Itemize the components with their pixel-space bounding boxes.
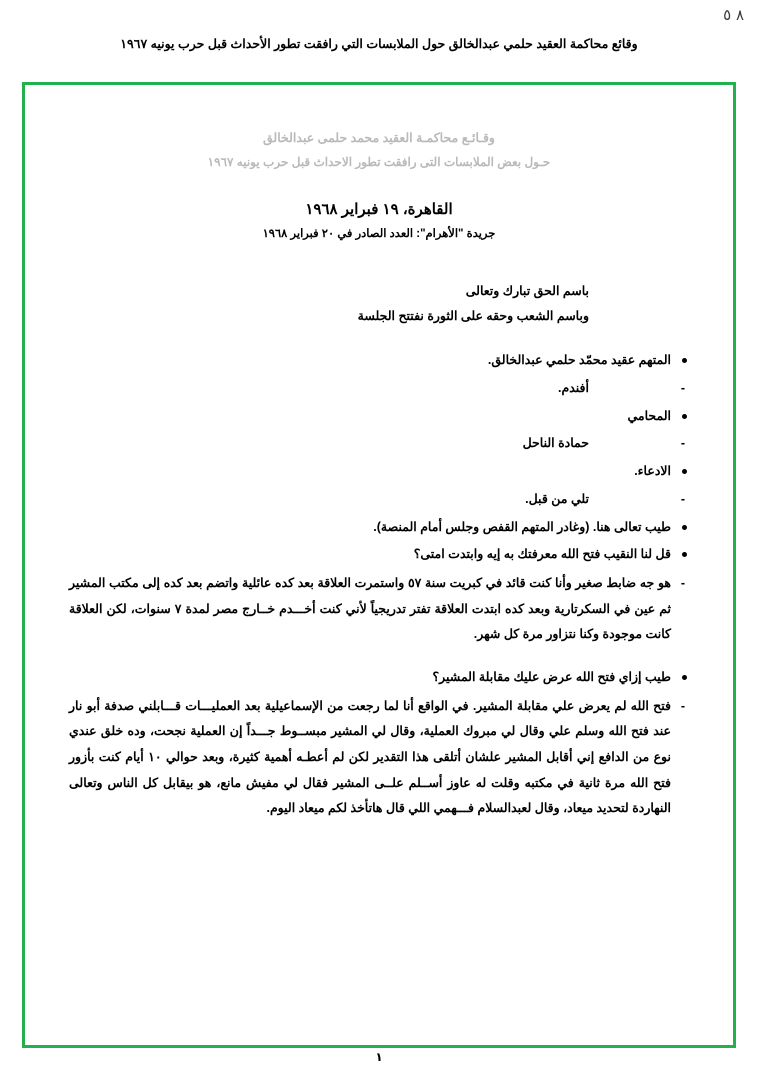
list-item: طيب إزاي فتح الله عرض عليك مقابلة المشير؟ [69, 666, 689, 690]
list-item: المحامي [69, 405, 689, 429]
transcript-list [69, 349, 689, 567]
transcript-list-2 [69, 666, 689, 690]
list-item: طيب تعالى هنا. (وغادر المتهم القفص وجلس أمام المنصة). [69, 516, 689, 540]
opening-line-2: وباسم الشعب وحقه على الثورة نفتتح الجلسة [357, 309, 589, 324]
source-reference: جريدة "الأهرام": العدد الصادر في ٢٠ فبراير ١٩٦٨ [262, 227, 496, 240]
list-item: المتهم عقيد محمّد حلمي عبدالخالق. [69, 349, 689, 373]
answer-paragraph-1: - هو جه ضابط صغير وأنا كنت قائد في كبريت سنة ٥٧ واستمرت العلاقة بعد كده عائلية واتضم بعد كده إلى مكتب المشير ثم عين في السكرتارية وبعد كده ابتدت العلاقة تفتر تدريجياً لأني كنت أخـــدم خــارج مصر لمدة ٧ سنوات، لكن العلاقة كانت موجودة وكنا نتزاور مرة كل شهر. [69, 571, 689, 648]
answer-paragraph-2: - فتح الله لم يعرض علي مقابلة المشير. في الواقع أنا لما رجعت من الإسماعيلية بعد العمليـــات قـــابلني صدفة أبو نار عند فتح الله وسلم علي وقال لي مبروك العملية، وقال لي المشير مبســوط جـــداً إن العملية نجحت، وده خلق عندي نوع من الدافع إني أقابل المشير علشان أتلقى هذا التقدير لكن لم أعطـه أهمية كثيرة، وبعد حوالي ١٠ أيام كنت بأزور فتح الله مرة ثانية في مكتبه وقلت له عاوز أســلم علــى المشير فقال لي مفيش مانع، هو بيقابل كل الناس وتعالى النهاردة لتحديد ميعاد، وقال لعبدالسلام فـــهمي اللي قال هاتأخذ لكم ميعاد اليوم. [69, 694, 689, 822]
list-item: قل لنا النقيب فتح الله معرفتك به إيه وابتدت امتى؟ [69, 543, 689, 567]
opening-line-1: باسم الحق تبارك وتعالى [465, 283, 589, 298]
faded-heading [69, 127, 689, 174]
list-item: - أفندم. [69, 377, 689, 401]
page-corner-mark: ٨ ٥ [723, 6, 744, 24]
green-border-frame [22, 82, 736, 1048]
place-and-date: القاهرة، ١٩ فبراير ١٩٦٨ [305, 200, 453, 218]
transcript-content [69, 280, 689, 822]
page-header-title: وقائع محاكمة العقيد حلمي عبدالخالق حول الملابسات التي رافقت تطور الأحداث قبل حرب يونيه ١٩٦٧ [120, 37, 638, 51]
document-body [25, 85, 733, 1045]
list-item: - تلي من قبل. [69, 488, 689, 512]
list-item: الادعاء. [69, 460, 689, 484]
list-item: - حمادة الناحل [69, 432, 689, 456]
footer-page-number: ١ [375, 1050, 383, 1064]
faded-heading-line-2: حـول بعض الملابسات التى رافقت تطور الاحداث قبل حرب يونيه ١٩٦٧ [207, 154, 551, 169]
faded-heading-line-1: وقـائـع محاكمـة العقيد محمد حلمى عبدالخالق [263, 131, 495, 145]
